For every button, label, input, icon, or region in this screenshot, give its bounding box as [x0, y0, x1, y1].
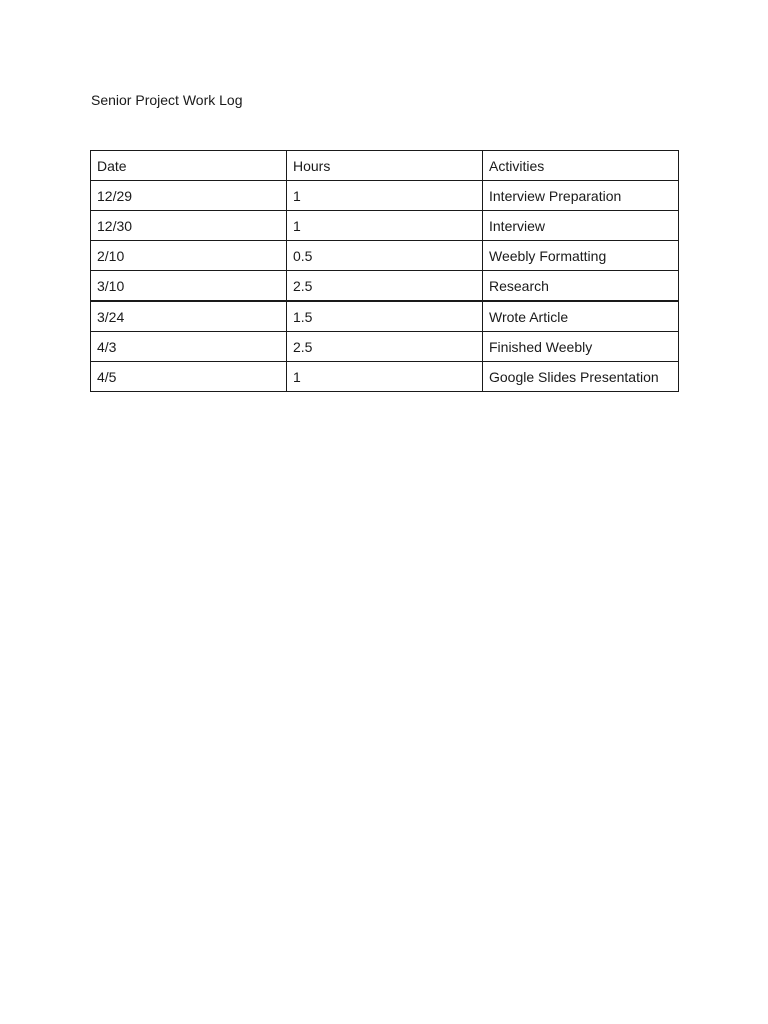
cell-hours: 1	[287, 181, 483, 211]
cell-date: 3/24	[91, 301, 287, 332]
cell-activity: Interview	[483, 211, 679, 241]
cell-activity: Interview Preparation	[483, 181, 679, 211]
cell-date: 12/29	[91, 181, 287, 211]
cell-activity: Weebly Formatting	[483, 241, 679, 271]
cell-date: 4/5	[91, 362, 287, 392]
table-header-row	[91, 151, 679, 181]
table-row	[91, 332, 679, 362]
table-row	[91, 271, 679, 302]
cell-date: 2/10	[91, 241, 287, 271]
document-title: Senior Project Work Log	[91, 92, 243, 108]
cell-hours: 1	[287, 211, 483, 241]
cell-hours: 2.5	[287, 271, 483, 302]
table-row	[91, 211, 679, 241]
header-date: Date	[91, 151, 287, 181]
table-row	[91, 301, 679, 332]
header-hours: Hours	[287, 151, 483, 181]
header-activities: Activities	[483, 151, 679, 181]
cell-activity: Google Slides Presentation	[483, 362, 679, 392]
cell-activity: Wrote Article	[483, 301, 679, 332]
table-row	[91, 362, 679, 392]
cell-hours: 2.5	[287, 332, 483, 362]
table-row	[91, 241, 679, 271]
table-row	[91, 181, 679, 211]
cell-hours: 1.5	[287, 301, 483, 332]
cell-date: 12/30	[91, 211, 287, 241]
cell-date: 4/3	[91, 332, 287, 362]
work-log-table	[90, 150, 679, 392]
cell-hours: 1	[287, 362, 483, 392]
cell-activity: Research	[483, 271, 679, 302]
cell-activity: Finished Weebly	[483, 332, 679, 362]
cell-date: 3/10	[91, 271, 287, 302]
cell-hours: 0.5	[287, 241, 483, 271]
